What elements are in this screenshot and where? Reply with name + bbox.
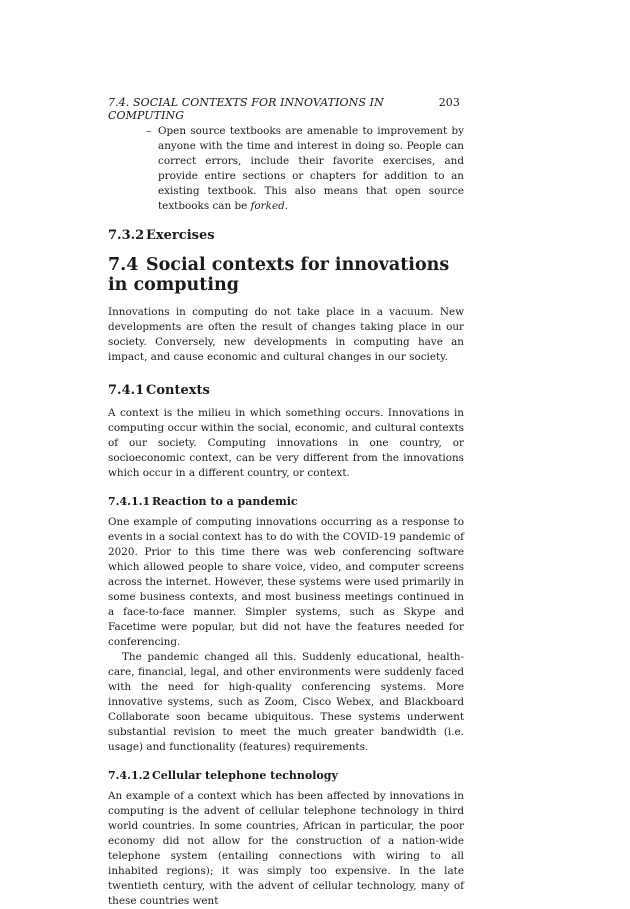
heading-number: 7.4.1.1 <box>108 495 151 508</box>
dash-text-before: Open source textbooks are amenable to improvement by anyone with the time and interest in doing so. People can correct errors, include their favorite exercises, and provide entire sections or chapters for addition to an existing textbook. This also means that open source textbooks can be <box>158 125 464 212</box>
paragraph-7-4-1: A context is the milieu in which something occurs. Innovations in computing occur within the social, economic, and cultural contexts of our society. Computing innovations in one country, or socioeconomic context, can be very different from the innovations which occur in a different country, or context. <box>108 407 464 479</box>
heading-title: Exercises <box>146 228 215 243</box>
dash-emphasis: forked <box>250 200 285 212</box>
heading-title: Social contexts for innovations in computing <box>108 255 450 295</box>
paragraph-7-4-1-1-a: One example of computing innovations occurring as a response to events in a social context has to do with the COVID-19 pandemic of 2020. Prior to this time there was web conferencing software which allowed people to share voice, video, and computer screens across the internet. However, these systems were used primarily in some business contexts, and most business meetings continued in a face-to-face manner. Simpler systems, such as Skype and Facetime were popular, but did not have the features needed for conferencing. <box>108 516 464 648</box>
dash-marker: – <box>146 125 152 137</box>
running-header <box>108 96 460 122</box>
heading-title: Cellular telephone technology <box>152 769 338 782</box>
heading-7-3-2 <box>108 228 464 243</box>
paragraph-7-4-1-2: An example of a context which has been affected by innovations in computing is the advent of cellular telephone technology in third world countries. In some countries, African in particular, the poor economy did not allow for the construction of a nation-wide telephone system (entailing connections with wiring to all inhabited regions); it was simply too expensive. In the late twentieth century, with the advent of cellular technology, many of these countries went <box>108 790 464 907</box>
heading-7-4-1-1 <box>108 495 464 508</box>
heading-title: Contexts <box>146 383 210 398</box>
paragraph-7-4: Innovations in computing do not take place in a vacuum. New developments are often the result of changes taking place in our society. Conversely, new developments in computing have an impact, and cause economic and cultural changes in our society. <box>108 306 464 363</box>
heading-number: 7.4.1 <box>108 383 145 398</box>
heading-title: Reaction to a pandemic <box>152 495 298 508</box>
running-title: 7.4. SOCIAL CONTEXTS FOR INNOVATIONS IN COMPUTING <box>108 96 384 122</box>
page-body <box>108 124 464 909</box>
dash-list-item <box>146 124 464 214</box>
heading-number: 7.4 <box>108 255 139 275</box>
heading-7-4 <box>108 255 464 295</box>
heading-number: 7.3.2 <box>108 228 145 243</box>
heading-7-4-1-2 <box>108 769 464 782</box>
heading-number: 7.4.1.2 <box>108 769 151 782</box>
dash-item-text <box>158 124 464 214</box>
page-number: 203 <box>438 96 460 109</box>
paragraph-7-4-1-1-b: The pandemic changed all this. Suddenly educational, health-care, financial, legal, and other environments were suddenly faced with the need for high-quality conferencing systems. More innovative systems, such as Zoom, Cisco Webex, and Blackboard Collaborate soon became ubiquitous. These systems underwent substantial revision to meet the much greater bandwidth (i.e. usage) and functionality (features) requirements. <box>108 651 464 753</box>
heading-7-4-1 <box>108 383 464 398</box>
dash-text-after: . <box>284 200 289 212</box>
